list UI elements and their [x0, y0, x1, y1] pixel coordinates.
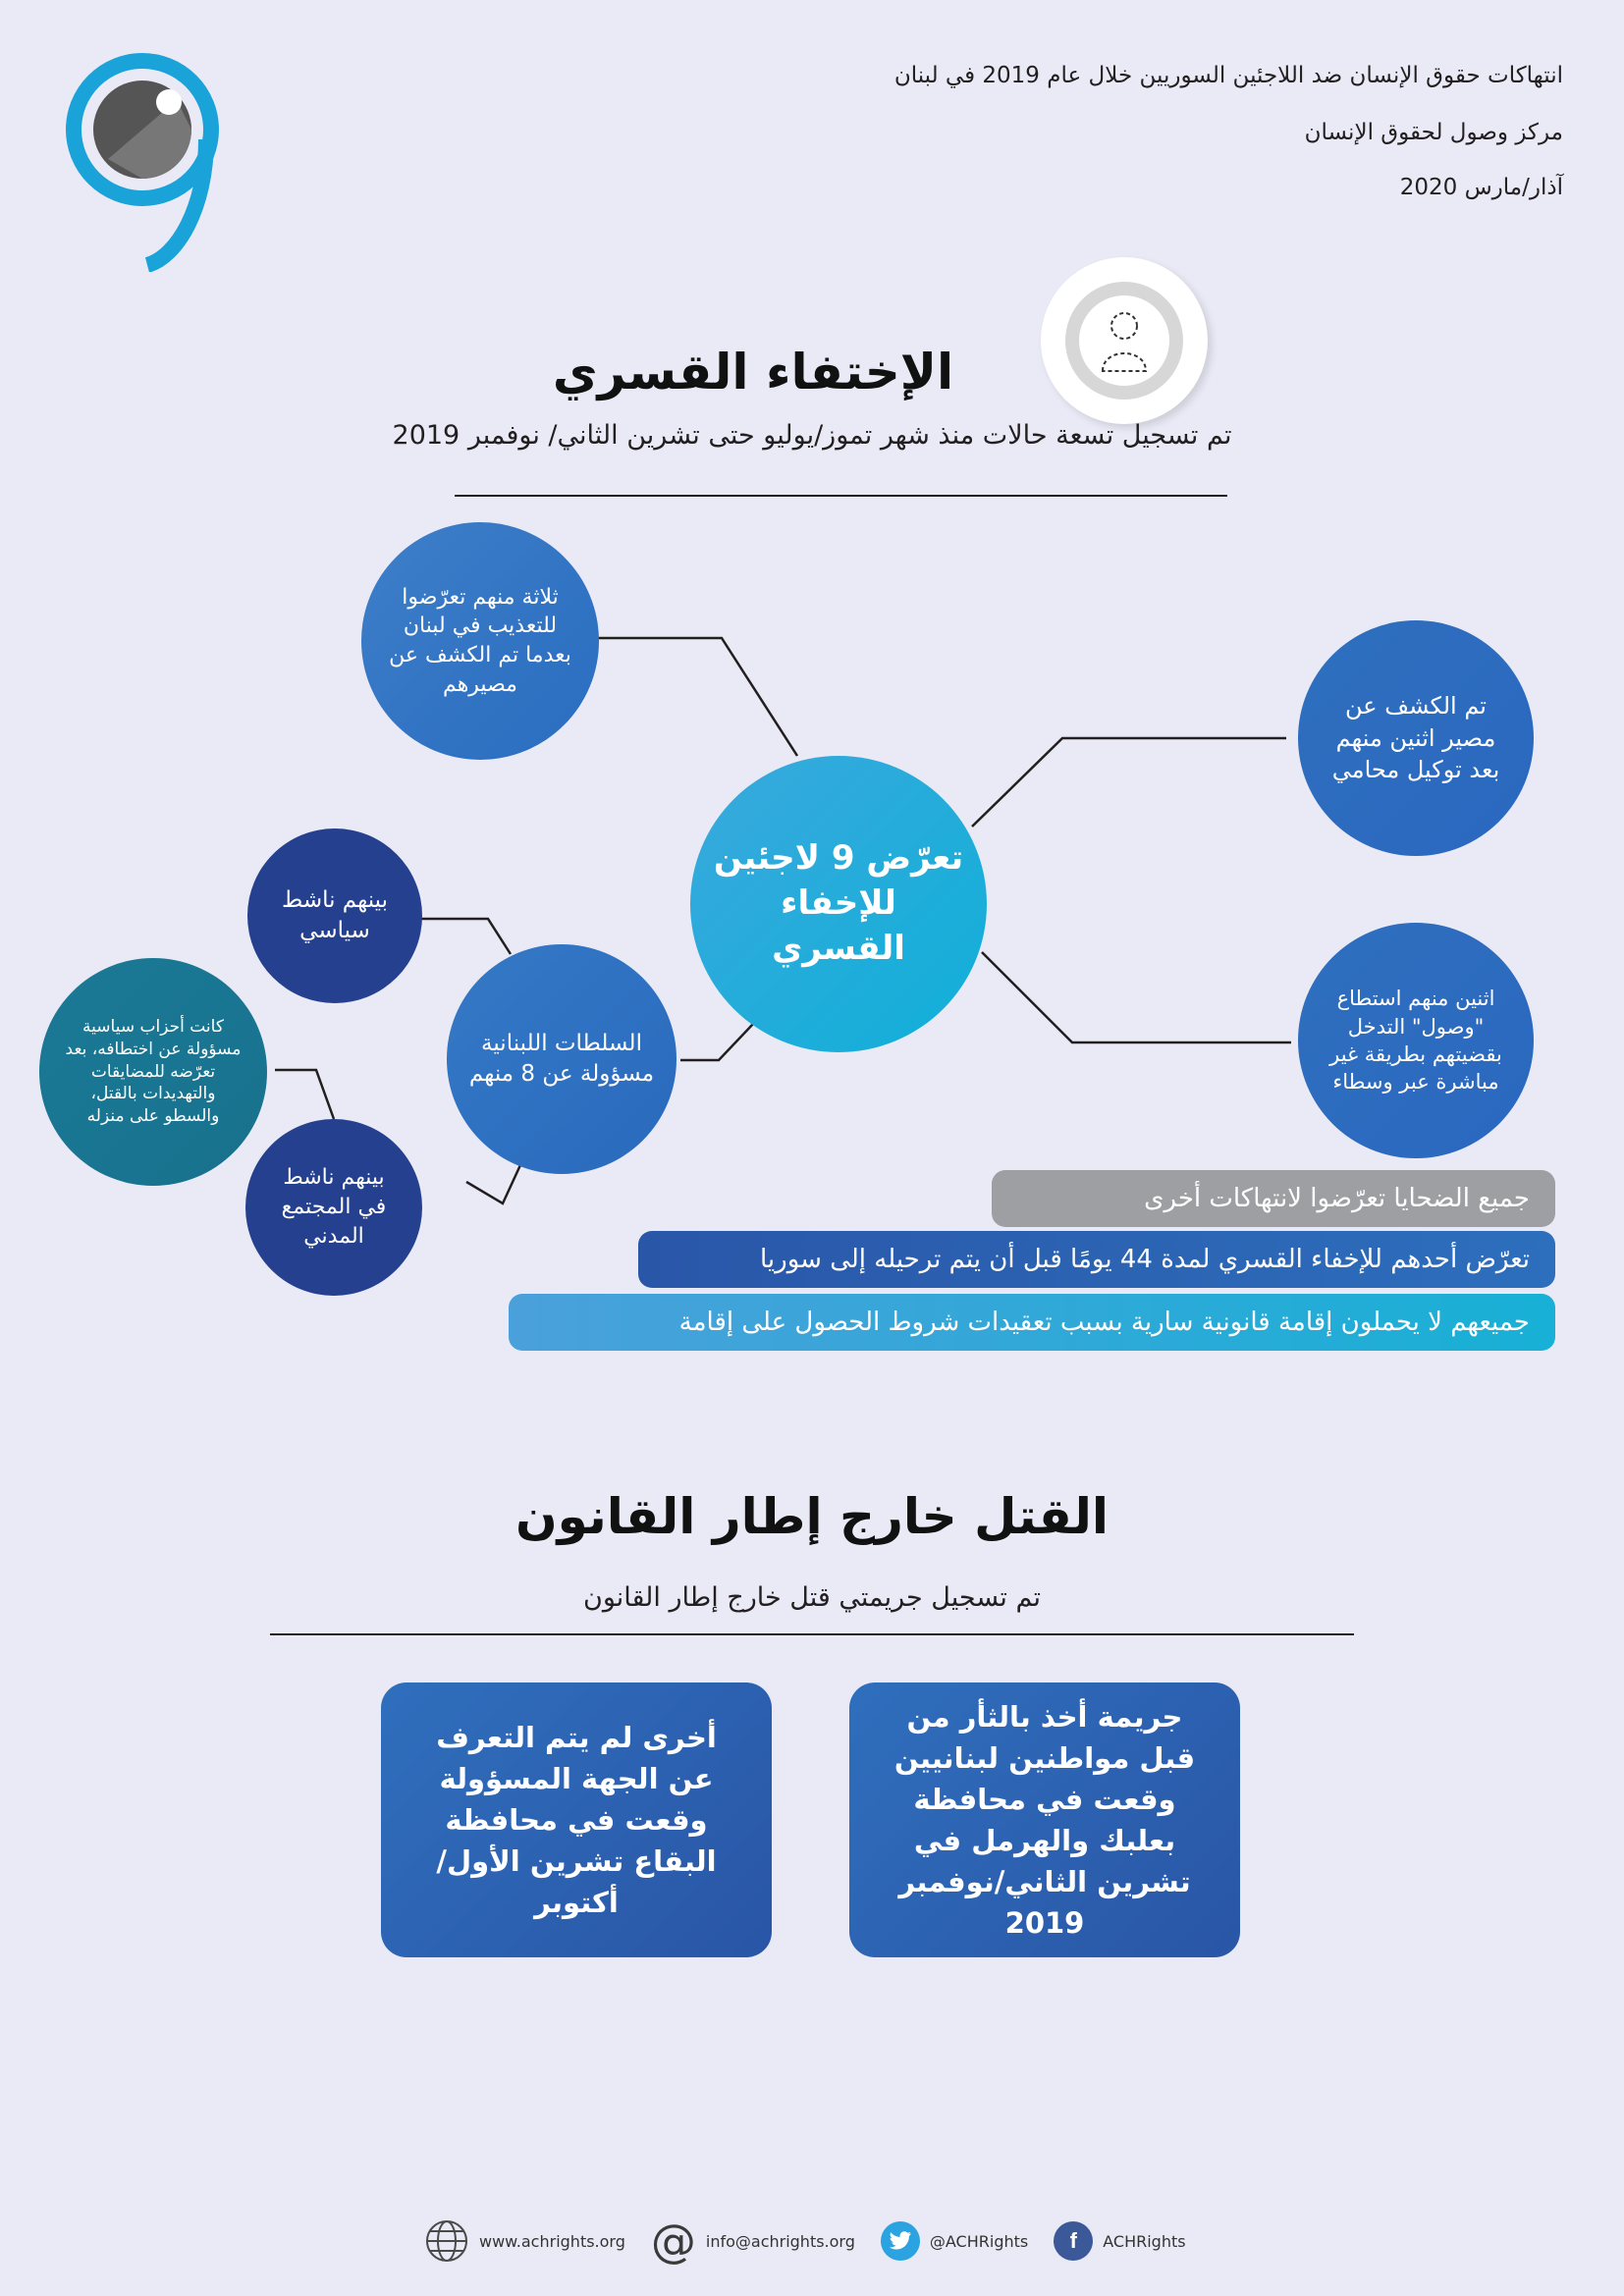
revenge-crime-text: جريمة أخذ بالثأر من قبل مواطنين لبنانيين وقعت في محافظة بعلبك والهرمل في تشرين الثاني/نوفمبر 2019 — [893, 1699, 1196, 1941]
footer-website[interactable] — [424, 2218, 625, 2264]
authorities-text: السلطات اللبنانية مسؤولة عن 8 منهم — [468, 1030, 655, 1087]
intervene-bubble — [1298, 923, 1534, 1158]
fact-pill-3 — [509, 1294, 1555, 1351]
facebook-icon: f — [1054, 2221, 1093, 2261]
fact-text-3: جميعهم لا يحملون إقامة قانونية سارية بسبب تعقيدات شروط الحصول على إقامة — [678, 1308, 1530, 1337]
facebook-text[interactable]: ACHRights — [1103, 2231, 1186, 2251]
parties-bubble — [39, 958, 267, 1186]
civil-text: بينهم ناشط في المجتمع المدني — [281, 1165, 387, 1249]
authorities-bubble — [447, 944, 677, 1174]
footer-email[interactable] — [650, 2215, 855, 2268]
footer-facebook[interactable] — [1054, 2221, 1185, 2261]
section2-divider — [270, 1633, 1354, 1635]
fact-text-1: جميع الضحايا تعرّضوا لانتهاكات أخرى — [1144, 1184, 1530, 1213]
political-text: بينهم ناشط سياسي — [281, 886, 388, 943]
email-text[interactable]: info@achrights.org — [705, 2231, 855, 2251]
political-bubble — [247, 828, 422, 1003]
report-title: انتهاكات حقوق الإنسان ضد اللاجئين السوريين خلال عام 2019 في لبنان — [893, 63, 1563, 88]
intervene-text: اثنين منهم استطاع "وصول" التدخل بقضيتهم بطريقة غير مباشرة عبر وسطاء — [1329, 987, 1502, 1095]
twitter-icon — [881, 2221, 920, 2261]
at-icon: @ — [650, 2215, 696, 2268]
fact-pill-2 — [638, 1231, 1555, 1288]
torture-bubble — [361, 522, 599, 760]
section2-subtitle: تم تسجيل جريمتي قتل خارج إطار القانون — [582, 1582, 1041, 1613]
section1-subtitle: تم تسجيل تسعة حالات منذ شهر تموز/يوليو حتى تشرين الثاني/ نوفمبر 2019 — [392, 420, 1232, 451]
unknown-perpetrator-text: أخرى لم يتم التعرف عن الجهة المسؤولة وقعت في محافظة البقاع تشرين الأول/أكتوبر — [436, 1720, 717, 1920]
organization-name: مركز وصول لحقوق الإنسان — [1304, 120, 1563, 145]
fact-text-2: تعرّض أحدهم للإخفاء القسري لمدة 44 يومًا قبل أن يتم ترحيله إلى سوريا — [760, 1245, 1530, 1274]
website-text[interactable]: www.achrights.org — [479, 2231, 625, 2251]
revealed-bubble — [1298, 620, 1534, 856]
footer-twitter[interactable] — [881, 2221, 1028, 2261]
revenge-crime-card — [849, 1682, 1240, 1957]
torture-text: ثلاثة منهم تعرّضوا للتعذيب في لبنان بعدما تم الكشف عن مصيرهم — [389, 584, 571, 697]
section1-title: الإختفاء القسري — [552, 344, 954, 400]
center-text: تعرّض 9 لاجئين للإخفاء القسري — [713, 838, 964, 968]
section2-title: القتل خارج إطار القانون — [514, 1488, 1110, 1545]
report-date: آذار/مارس 2020 — [1399, 175, 1563, 200]
center-bubble — [690, 756, 987, 1052]
fact-pill-1 — [992, 1170, 1555, 1227]
revealed-text: تم الكشف عن مصير اثنين منهم بعد توكيل محامي — [1331, 692, 1500, 784]
unknown-perpetrator-card — [381, 1682, 772, 1957]
twitter-text[interactable]: @ACHRights — [929, 2231, 1029, 2251]
globe-icon — [424, 2218, 469, 2264]
footer — [424, 2216, 1190, 2266]
civil-bubble — [245, 1119, 422, 1296]
parties-text: كانت أحزاب سياسية مسؤولة عن اختطافه، بعد تعرّضه للمضايقات والتهديدات بالقتل، والسطو على منزله — [65, 1016, 242, 1127]
